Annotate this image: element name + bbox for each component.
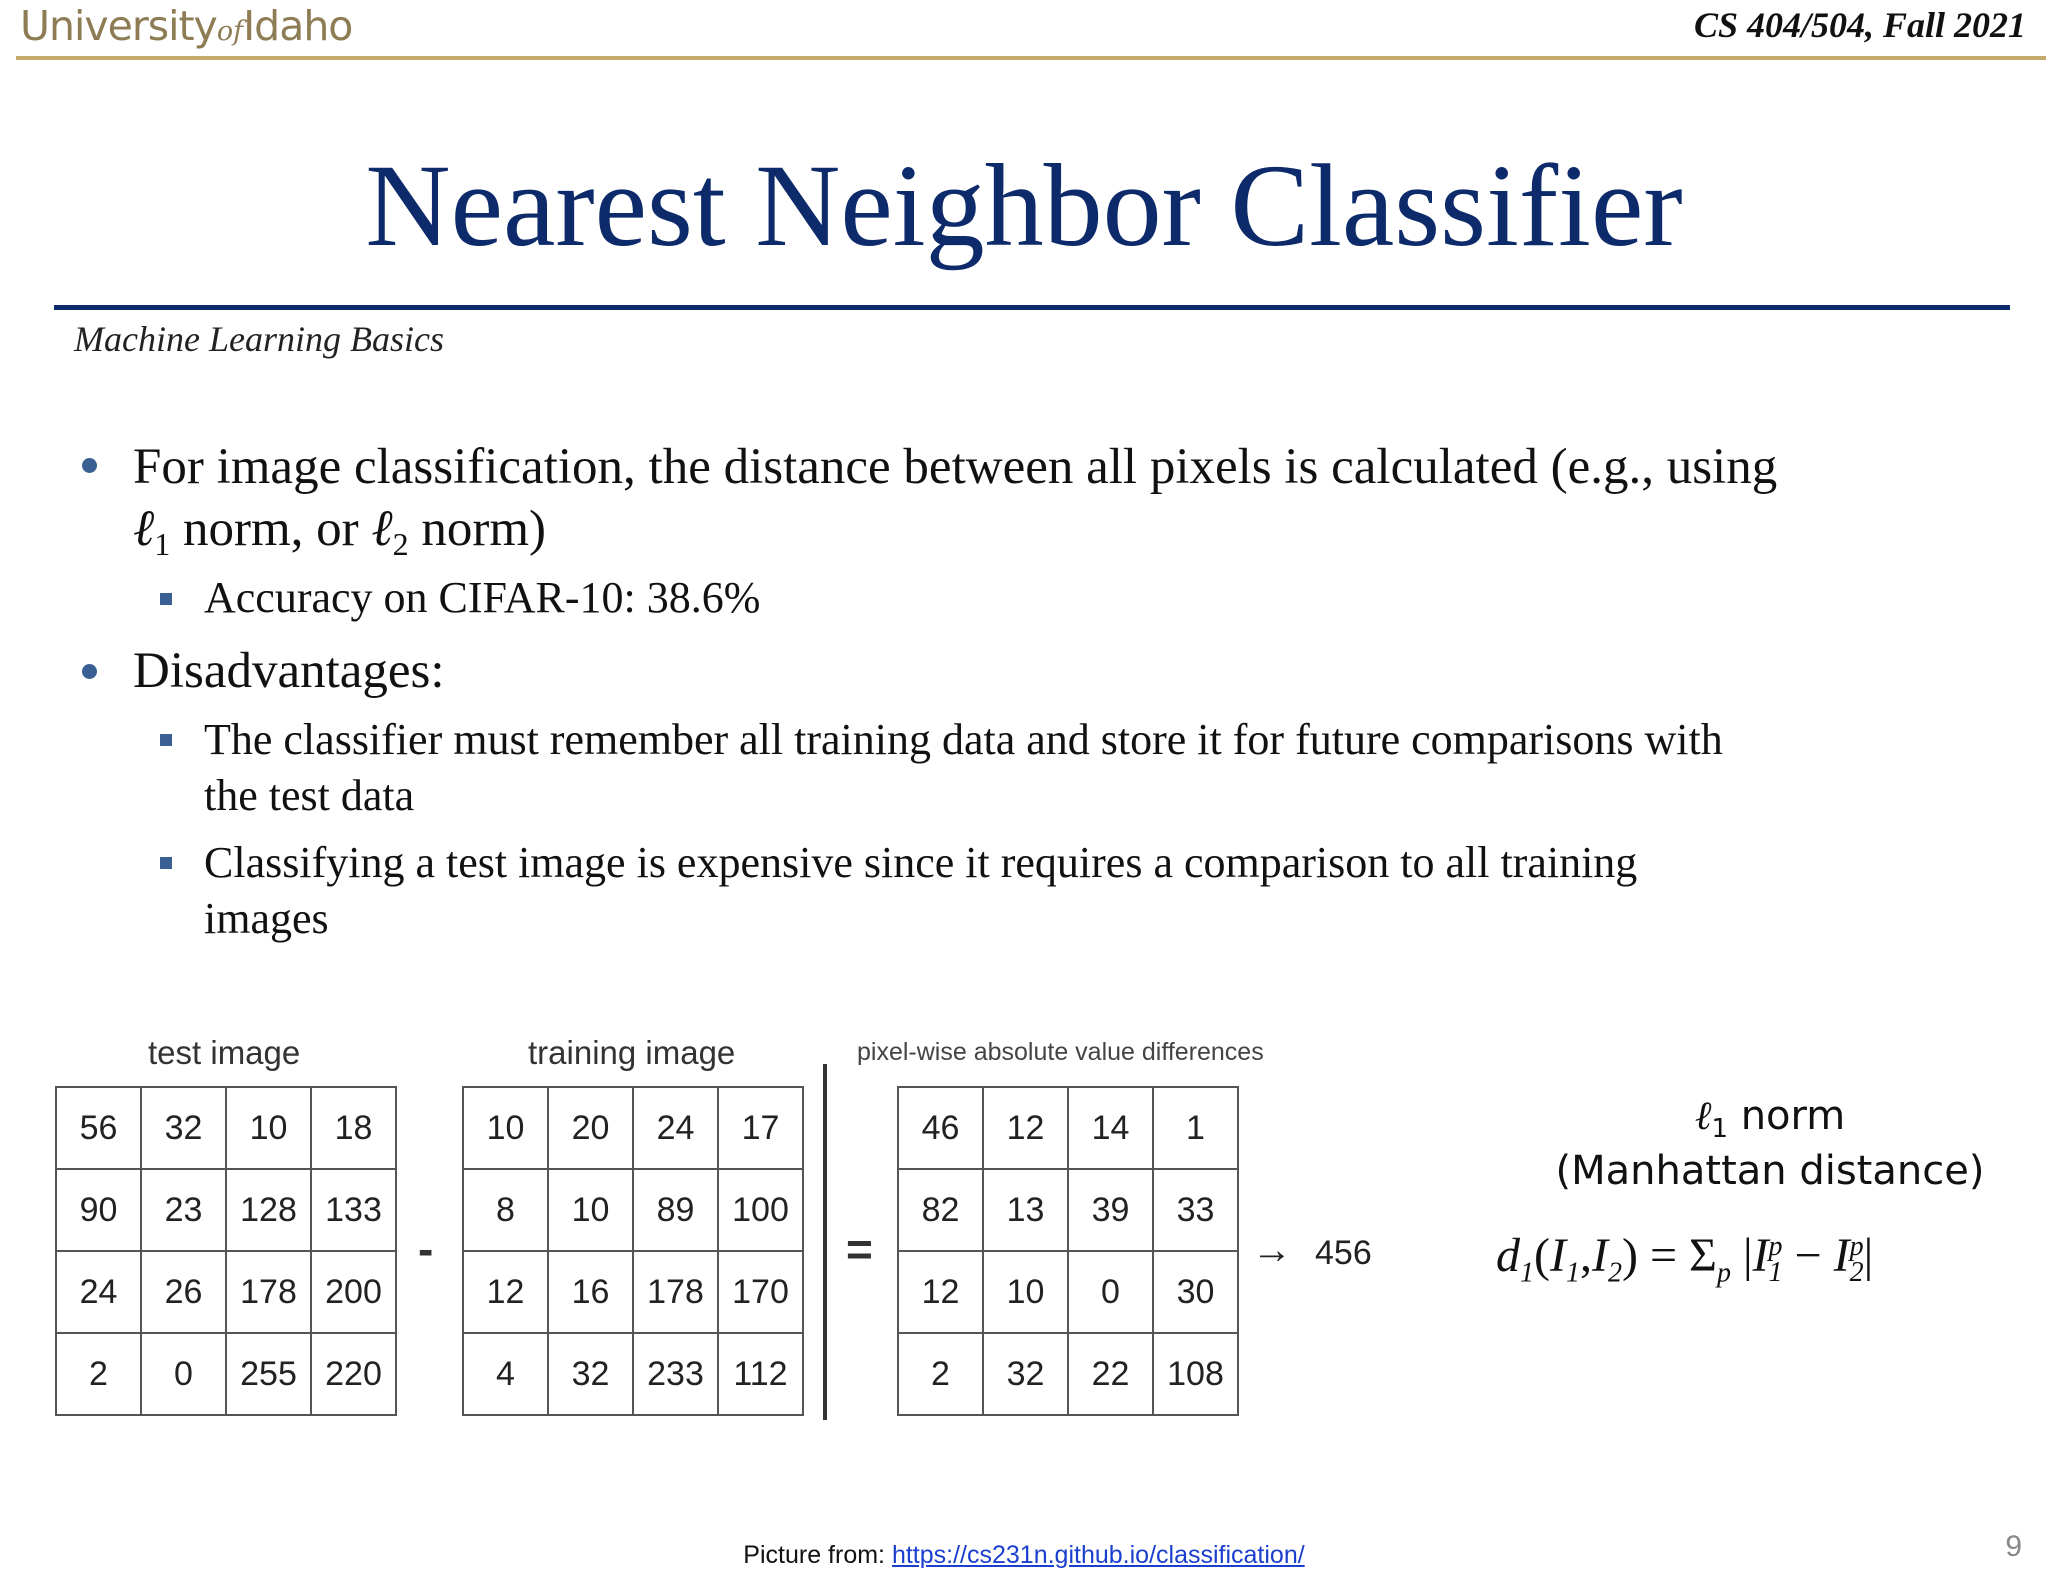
bullet-dot bbox=[82, 458, 97, 473]
test-image-cell: 90 bbox=[57, 1170, 142, 1252]
title-divider bbox=[54, 305, 2010, 310]
training-image-cell: 100 bbox=[719, 1170, 804, 1252]
test-image-cell: 24 bbox=[57, 1252, 142, 1334]
formula-i: I bbox=[1591, 1229, 1608, 1282]
training-image-cell: 4 bbox=[464, 1334, 549, 1416]
training-image-cell: 20 bbox=[549, 1088, 634, 1170]
formula-abs: | bbox=[1730, 1229, 1753, 1282]
formula-sub: p bbox=[1716, 1257, 1731, 1289]
sum-result: 456 bbox=[1315, 1234, 1372, 1272]
course-label: CS 404/504, Fall 2021 bbox=[1693, 5, 2026, 45]
test-image-grid bbox=[55, 1086, 397, 1416]
training-image-label: training image bbox=[528, 1034, 736, 1071]
bullet-2b-line2: images bbox=[204, 894, 329, 943]
test-image-cell: 26 bbox=[142, 1252, 227, 1334]
ell-symbol: ℓ bbox=[1694, 1093, 1712, 1139]
formula-sub: 2 bbox=[1607, 1257, 1622, 1289]
arrow-icon: → bbox=[1252, 1228, 1292, 1272]
training-image-cell: 17 bbox=[719, 1088, 804, 1170]
minus-sign: - bbox=[418, 1223, 434, 1275]
ell-symbol: ℓ bbox=[371, 501, 393, 557]
slide-subtitle: Machine Learning Basics bbox=[74, 319, 444, 359]
logo-university: University bbox=[20, 2, 217, 50]
norm-title-text: norm bbox=[1727, 1093, 1846, 1139]
bullet-2a-line2: the test data bbox=[204, 771, 415, 820]
picture-credit bbox=[0, 1541, 2048, 1570]
training-image-cell: 8 bbox=[464, 1170, 549, 1252]
training-image-cell: 233 bbox=[634, 1334, 719, 1416]
test-image-cell: 178 bbox=[227, 1252, 312, 1334]
formula-equals: ) = bbox=[1621, 1229, 1690, 1282]
difference-cell: 30 bbox=[1154, 1252, 1239, 1334]
header-divider bbox=[16, 56, 2046, 60]
difference-cell: 1 bbox=[1154, 1088, 1239, 1170]
difference-cell: 2 bbox=[899, 1334, 984, 1416]
difference-cell: 108 bbox=[1154, 1334, 1239, 1416]
formula-paren: ( bbox=[1534, 1229, 1550, 1282]
training-image-cell: 10 bbox=[549, 1170, 634, 1252]
formula-comma: , bbox=[1579, 1229, 1592, 1282]
formula-sub: 1 bbox=[1768, 1256, 1783, 1288]
difference-grid bbox=[897, 1086, 1239, 1416]
test-image-cell: 56 bbox=[57, 1088, 142, 1170]
logo-of: of bbox=[216, 16, 244, 47]
test-image-cell: 2 bbox=[57, 1334, 142, 1416]
difference-cell: 10 bbox=[984, 1252, 1069, 1334]
difference-cell: 12 bbox=[984, 1088, 1069, 1170]
bullet-1-end: norm) bbox=[408, 501, 547, 557]
test-image-cell: 255 bbox=[227, 1334, 312, 1416]
formula-sup: p bbox=[1849, 1230, 1864, 1262]
difference-cell: 14 bbox=[1069, 1088, 1154, 1170]
test-image-cell: 32 bbox=[142, 1088, 227, 1170]
manhattan-formula bbox=[1496, 1228, 1873, 1290]
formula-scripts bbox=[1768, 1230, 1783, 1288]
difference-cell: 32 bbox=[984, 1334, 1069, 1416]
test-image-cell: 18 bbox=[312, 1088, 397, 1170]
bullet-dot bbox=[82, 664, 97, 679]
ell-subscript: 1 bbox=[154, 526, 171, 562]
test-image-cell: 23 bbox=[142, 1170, 227, 1252]
norm-title bbox=[1470, 1092, 2048, 1144]
equals-sign: = bbox=[846, 1223, 873, 1275]
test-image-cell: 200 bbox=[312, 1252, 397, 1334]
training-image-cell: 112 bbox=[719, 1334, 804, 1416]
training-image-cell: 24 bbox=[634, 1088, 719, 1170]
formula-d: d bbox=[1496, 1229, 1520, 1282]
bullet-1 bbox=[133, 436, 1777, 565]
difference-cell: 39 bbox=[1069, 1170, 1154, 1252]
test-image-cell: 133 bbox=[312, 1170, 397, 1252]
norm-subtitle: (Manhattan distance) bbox=[1555, 1148, 1985, 1194]
difference-cell: 82 bbox=[899, 1170, 984, 1252]
sub-bullet-square bbox=[160, 593, 172, 605]
differences-label: pixel-wise absolute value differences bbox=[857, 1038, 1264, 1066]
training-image-cell: 89 bbox=[634, 1170, 719, 1252]
bullet-2a-line1: The classifier must remember all training data and store it for future comparisons with bbox=[204, 715, 1723, 764]
formula-sub: 1 bbox=[1565, 1257, 1580, 1289]
training-image-cell: 178 bbox=[634, 1252, 719, 1334]
slide-title: Nearest Neighbor Classifier bbox=[365, 140, 1683, 271]
bullet-1-line1: For image classification, the distance between all pixels is calculated (e.g., using bbox=[133, 439, 1778, 495]
difference-cell: 0 bbox=[1069, 1252, 1154, 1334]
sub-bullet-square bbox=[160, 857, 172, 869]
difference-cell: 46 bbox=[899, 1088, 984, 1170]
ell-subscript: 1 bbox=[1711, 1114, 1728, 1144]
credit-link[interactable]: https://cs231n.github.io/classification/ bbox=[891, 1541, 1305, 1569]
bullet-1-mid: norm, or bbox=[170, 501, 372, 557]
training-image-cell: 12 bbox=[464, 1252, 549, 1334]
difference-cell: 22 bbox=[1069, 1334, 1154, 1416]
training-image-cell: 32 bbox=[549, 1334, 634, 1416]
bullet-1a: Accuracy on CIFAR-10: 38.6% bbox=[204, 573, 761, 622]
bullet-2b bbox=[204, 835, 1637, 947]
formula-sigma: Σ bbox=[1689, 1229, 1717, 1282]
page-number: 9 bbox=[2005, 1530, 2022, 1563]
formula-i: I bbox=[1549, 1229, 1566, 1282]
figure-separator bbox=[823, 1064, 827, 1420]
formula-minus: − bbox=[1782, 1229, 1834, 1282]
training-image-cell: 170 bbox=[719, 1252, 804, 1334]
bullet-2: Disadvantages: bbox=[133, 643, 445, 699]
logo-idaho: Idaho bbox=[243, 2, 353, 50]
test-image-label: test image bbox=[148, 1034, 301, 1071]
formula-sub: 2 bbox=[1849, 1256, 1864, 1288]
test-image-cell: 0 bbox=[142, 1334, 227, 1416]
training-image-grid bbox=[462, 1086, 804, 1416]
difference-cell: 33 bbox=[1154, 1170, 1239, 1252]
university-logo bbox=[20, 2, 352, 50]
difference-cell: 13 bbox=[984, 1170, 1069, 1252]
ell-subscript: 2 bbox=[392, 526, 409, 562]
formula-sup: p bbox=[1768, 1230, 1783, 1262]
test-image-cell: 10 bbox=[227, 1088, 312, 1170]
training-image-cell: 16 bbox=[549, 1252, 634, 1334]
ell-symbol: ℓ bbox=[133, 501, 155, 557]
sub-bullet-square bbox=[160, 734, 172, 746]
formula-i: I bbox=[1833, 1229, 1850, 1282]
bullet-2b-line1: Classifying a test image is expensive since it requires a comparison to all training bbox=[204, 838, 1638, 887]
difference-cell: 12 bbox=[899, 1252, 984, 1334]
formula-scripts bbox=[1849, 1230, 1864, 1288]
formula-sub: 1 bbox=[1520, 1257, 1534, 1289]
training-image-cell: 10 bbox=[464, 1088, 549, 1170]
credit-prefix: Picture from: bbox=[743, 1541, 892, 1569]
test-image-cell: 220 bbox=[312, 1334, 397, 1416]
test-image-cell: 128 bbox=[227, 1170, 312, 1252]
bullet-2a bbox=[204, 712, 1723, 824]
formula-i: I bbox=[1752, 1229, 1769, 1282]
formula-abs: | bbox=[1863, 1229, 1874, 1282]
